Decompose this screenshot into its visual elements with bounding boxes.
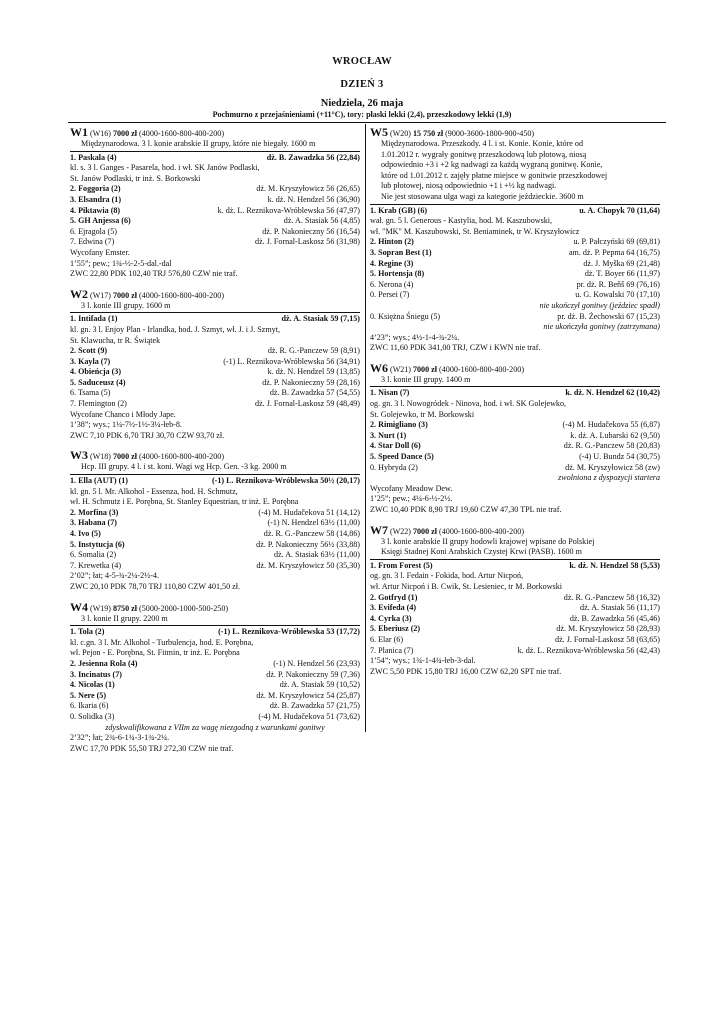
header-divider: [68, 122, 666, 123]
race-conditions: które od 1.01.2012 r. zajęły płatne miejsce w gonitwie przeszkodowej: [381, 170, 608, 180]
race-payouts: ZWC 11,60 PDK 341,00 TRJ, CZW i KWN nie traf.: [370, 343, 541, 353]
race-footer: 2’32”; łat; 2¾-6-1¾-3-1¾-2¼.: [70, 733, 170, 743]
race-conditions: odpowiednio +3 i +2 kg nadwagi za każdą wygraną gonitwę. Konie,: [381, 160, 603, 170]
result-row: 5. Saduceusz (4) dż. P. Nakonieczny 59 (28,16): [70, 377, 360, 387]
winner-row: 1. From Forest (5) k. dż. N. Hendzel 58 (5,53): [370, 560, 660, 570]
race-conditions: 3 l. konie II grupy. 2200 m: [70, 614, 360, 627]
result-row: 0. Solidka (3) (-4) M. Hudačekova 51 (73,62): [70, 711, 360, 721]
race-payouts: ZWC 10,40 PDK 8,90 TRJ 19,60 CZW 47,30 TPL nie traf.: [370, 505, 562, 514]
race-conditions: Księgi Stadnej Koni Arabskich Czystej Krwi (PASB). 1600 m: [370, 547, 660, 560]
result-row: 2. Scott (9) dż. R. G.-Panczew 59 (8,91): [70, 346, 360, 356]
result-row: 3. Elsandra (1) k. dż. N. Hendzel 56 (36,90): [70, 194, 360, 204]
winner-row: 1. Nisan (7) k. dż. N. Hendzel 62 (10,42): [370, 388, 660, 398]
disqualification-note: zdyskwalifikowana z VIIm za wagę niezgodną z warunkami gonitwy: [105, 722, 325, 732]
race-header: W1 (W16) 7000 zł (4000-1600-800-400-200): [70, 125, 225, 139]
race-w5: [370, 127, 660, 354]
winner-owner: St. Klawucha, tr R. Świątek: [70, 335, 161, 345]
result-row: 5. Eberiusz (2) dż. M. Kryszyłowicz 58 (28,93): [370, 624, 660, 634]
race-w2: [70, 286, 360, 442]
race-payouts: ZWC 5,50 PDK 15,80 TRJ 16,00 CZW 62,20 SPT nie traf.: [370, 666, 562, 676]
result-row: 2. Jesienna Rola (4) (-1) N. Hendzel 56 (23,93): [70, 658, 360, 668]
race-w3: [70, 450, 360, 592]
race-header: W2 (W17) 7000 zł (4000-1600-800-400-200): [70, 286, 225, 301]
race-footer: 1’54”; wys.; 1¾-1-4¾-łeb-3-dal.: [370, 656, 476, 666]
race-footer: 1’25”; pew.; 4¼-6-½-2½.: [370, 494, 453, 504]
winner-row: 1. Krab (GB) (6) u. A. Chopyk 70 (11,64): [370, 205, 660, 215]
result-row: 6. Nerona (4) pr. dż. R. Beňš 69 (76,16): [370, 279, 660, 289]
result-row: 6. Ejragola (5) dż. P. Nakonieczny 56 (16,54): [70, 226, 360, 236]
weather-line: Pochmurno z przejaśnieniami (+11°C), tory: płaski lekki (2,4), przeszkodowy lekki (1,9): [212, 110, 512, 119]
race-footer: 4’23”; wys.; 4½-1-4-¾-2¼.: [370, 332, 460, 342]
result-row: 3. Nurt (1) k. dż. A. Lubarski 62 (9,50): [370, 430, 660, 440]
winner-info: kl. s. 3 l. Ganges - Pasarela, hod. i wł. SK Janów Podlaski,: [70, 163, 260, 173]
result-row: 4. Regine (3) dż. J. Myška 69 (21,48): [370, 258, 660, 268]
race-payouts: ZWC 22,80 PDK 102,40 TRJ 576,80 CZW nie traf.: [70, 269, 238, 279]
race-footer: 2’02”; łat; 4-5-¾-2¼-2½-4.: [70, 571, 160, 581]
result-row: 5. Hortensja (8) dż. T. Boyer 66 (11,97): [370, 269, 660, 279]
winner-owner: wł. H. Schmutz i E. Porębna, St. Stanley Equestrian, tr inż. E. Porębna: [70, 497, 299, 507]
race-header: W6 (W21) 7000 zł (4000-1600-800-400-200): [370, 360, 525, 375]
race-w7: [370, 522, 660, 678]
result-row: 3. Kayla (7) (-1) L. Reznikova-Wróblewska 56 (34,91): [70, 356, 360, 366]
result-row: 0. Persei (7) u. G. Kowalski 70 (17,10): [370, 290, 660, 300]
result-row: 4. Ivo (5) dż. R. G.-Panczew 58 (14,86): [70, 529, 360, 538]
race-header: W5 (W20) 15 750 zł (9000-3600-1800-900-450): [370, 125, 535, 139]
date-title: Niedziela, 26 maja: [320, 98, 404, 109]
column-divider: [365, 124, 366, 732]
race-conditions: Międzynarodowa. 3 l. konie arabskie II grupy, które nie biegały. 1600 m: [70, 139, 360, 152]
result-row: 4. Obieńcja (3) k. dż. N. Hendzel 59 (13,85): [70, 367, 360, 377]
race-header: W7 (W22) 7000 zł (4000-1600-800-400-200): [370, 522, 525, 537]
result-row: 3. Sopran Best (1) am. dż. P. Pepma 64 (16,75): [370, 247, 660, 257]
race-payouts: ZWC 7,10 PDK 6,70 TRJ 30,70 CZW 93,70 zł.: [70, 430, 225, 440]
result-row: 7. Planica (7) k. dż. L. Reznikova-Wróblewska 56 (42,43): [370, 645, 660, 655]
winner-owner: St. Golejewko, tr M. Borkowski: [370, 409, 475, 419]
result-row: 4. Piktawia (8) k. dż. L. Reznikova-Wróblewska 56 (47,97): [70, 205, 360, 215]
winner-owner: St. Janów Podlaski, tr inż. S. Borkowski: [70, 173, 201, 183]
right-column: [370, 127, 660, 686]
did-not-finish-note: nie ukończył gonitwy (jeździec spadł): [539, 300, 660, 310]
winner-info: og. gn. 3 l. Nowogródek - Ninova, hod. i wł. SK Golejewko,: [370, 399, 567, 409]
race-conditions: 3 l. konie III grupy. 1600 m: [70, 301, 360, 314]
race-conditions: lub płotowej, niosą odpowiednio +1 i +½ kg nadwagi.: [381, 181, 557, 191]
result-row: 0. Hybryda (2) dż. M. Kryszyłowicz 58 (zw): [370, 462, 660, 472]
race-header: W4 (W19) 8750 zł (5000-2000-1000-500-250): [70, 599, 229, 614]
result-row: 7. Edwina (7) dż. J. Fornal-Laskosz 56 (31,98): [70, 237, 360, 247]
result-row: 4. Star Doll (6) dż. R. G.-Panczew 58 (20,83): [370, 441, 660, 451]
city-title: WROCŁAW: [332, 56, 392, 67]
race-footer: Wycofany Emster.: [70, 247, 130, 257]
winner-owner: wł. Artur Nicpoń i B. Cwik, St. Lesieniec, tr M. Borkowski: [370, 581, 562, 591]
race-conditions: Nie jest stosowana ulga wagi za kategorie jeździeckie. 3600 m: [370, 192, 660, 205]
left-column: [70, 127, 360, 763]
result-row: 3. Evifeda (4) dż. A. Stasiak 56 (11,17): [370, 603, 660, 613]
day-title: DZIEŃ 3: [340, 79, 384, 90]
result-row: 0. Księżna Śniegu (5) pr. dż. B. Żechowski 67 (15,23): [370, 311, 660, 321]
race-payouts: ZWC 17,70 PDK 55,50 TRJ 272,30 CZW nie traf.: [70, 743, 234, 753]
winner-info: kl. gn. 3 l. Enjoy Plan - Irlandka, hod. J. Szmyt, wł. J. i J. Szmyt,: [70, 324, 280, 334]
result-row: 6. Somalia (2) dż. A. Stasiak 63½ (11,00): [70, 550, 360, 560]
race-payouts: ZWC 20,10 PDK 78,70 TRJ 110,80 CZW 401,50 zł.: [70, 581, 241, 591]
winner-owner: wł. "MK" M. Kaszubowski, St. Beniaminek, tr W. Kryszyłowicz: [370, 226, 580, 236]
result-row: 2. Morfina (3) (-4) M. Hudačekova 51 (14,12): [70, 507, 360, 517]
result-row: 2. Gotfryd (1) dż. R. G.-Panczew 58 (16,32): [370, 592, 660, 602]
winner-info: og. gn. 3 l. Fedain - Fokida, hod. Artur Nicpoń,: [370, 571, 524, 581]
race-conditions: 1.01.2012 r. wygrały gonitwę przeszkodową lub płotową, niosą: [381, 149, 587, 159]
result-row: 4. Cyrka (3) dż. B. Zawadzka 56 (45,46): [370, 613, 660, 623]
winner-info: kl. c.gn. 3 l. Mr. Alkohol - Turbulencja, hod. E. Porębna,: [70, 637, 254, 647]
race-header: W3 (W18) 7000 zł (4000-1600-800-400-200): [70, 448, 225, 463]
winner-info: wał. gn. 5 l. Generous - Kastylia, hod. M. Kaszubowski,: [370, 216, 553, 226]
result-row: 5. GH Anjessa (6) dż. A. Stasiak 56 (4,85): [70, 216, 360, 226]
winner-row: 1. Paskala (4) dż. B. Zawadzka 56 (22,84): [70, 152, 360, 162]
result-row: 2. Rimigliano (3) (-4) M. Hudačekova 55 (6,87): [370, 420, 660, 430]
winner-row: 1. Ella (AUT) (1) (-1) L. Reznikova-Wróblewska 50½ (20,17): [70, 476, 360, 486]
result-row: 5. Instytucja (6) dż. P. Nakonieczny 56½ (33,88): [70, 539, 360, 549]
race-w4: [70, 599, 360, 755]
result-row: 7. Flemington (2) dż. J. Fornal-Laskosz 59 (48,49): [70, 399, 360, 409]
race-footer: 1’38”; wys.; 1¼-7½-1½-3¼-łeb-8.: [70, 420, 182, 430]
result-row: 3. Incinatus (7) dż. P. Nakonieczny 59 (7,36): [70, 669, 360, 679]
winner-row: 1. Intifada (1) dż. A. Stasiak 59 (7,15): [70, 314, 360, 324]
starter-note: zwolniona z dyspozycji startera: [558, 473, 660, 483]
did-not-finish-note: nie ukończyła gonitwy (zatrzymana): [543, 322, 660, 332]
result-row: 6. Ikaria (6) dż. B. Zawadzka 57 (21,75): [70, 701, 360, 711]
race-conditions: Międzynarodowa. Przeszkody. 4 l. i st. Konie. Konie, które od: [381, 139, 583, 148]
race-w6: [370, 360, 660, 516]
race-footer: Wycofany Meadow Dew.: [370, 483, 453, 493]
result-row: 2. Foggoria (2) dż. M. Kryszyłowicz 56 (26,65): [70, 184, 360, 194]
result-row: 5. Nere (5) dż. M. Kryszyłowicz 54 (25,87): [70, 690, 360, 700]
race-conditions: 3 l. konie III grupy. 1400 m: [370, 375, 660, 388]
result-row: 4. Nicolas (1) dż. A. Stasiak 59 (10,52): [70, 680, 360, 690]
race-conditions: Hcp. III grupy. 4 l. i st. koni. Wagi wg Hcp. Gen. -3 kg. 2000 m: [70, 462, 360, 475]
race-footer: 1’55”; pew.; 1¾-½-2-5-dal.-dal: [70, 258, 172, 268]
result-row: 5. Speed Dance (5) (-4) U. Bundz 54 (30,75): [370, 452, 660, 462]
race-w1: [70, 127, 360, 280]
result-row: 3. Habana (7) (-1) N. Hendzel 63½ (11,00): [70, 518, 360, 528]
winner-info: kl. gn. 5 l. Mr. Alkohol - Essenza, hod. H. Schmutz,: [70, 486, 238, 496]
result-row: 6. Elar (6) dż. J. Fornal-Laskosz 58 (63,65): [370, 634, 660, 644]
winner-owner: wł. Pejon - E. Porębna, St. Fitmin, tr inż. E. Porębna: [70, 648, 240, 658]
result-row: 6. Tsama (5) dż. B. Zawadzka 57 (54,55): [70, 388, 360, 398]
result-row: 7. Krewetka (4) dż. M. Kryszyłowicz 50 (35,30): [70, 560, 360, 570]
result-row: 2. Hinton (2) u. P. Pałczyński 69 (69,81): [370, 237, 660, 247]
winner-row: 1. Tola (2) (-1) L. Reznikova-Wróblewska 53 (17,72): [70, 627, 360, 637]
race-footer: Wycofane Chanco i Młody Jape.: [70, 409, 176, 419]
race-conditions: 3 l. konie arabskie II grupy hodowli krajowej wpisane do Polskiej: [381, 536, 595, 546]
